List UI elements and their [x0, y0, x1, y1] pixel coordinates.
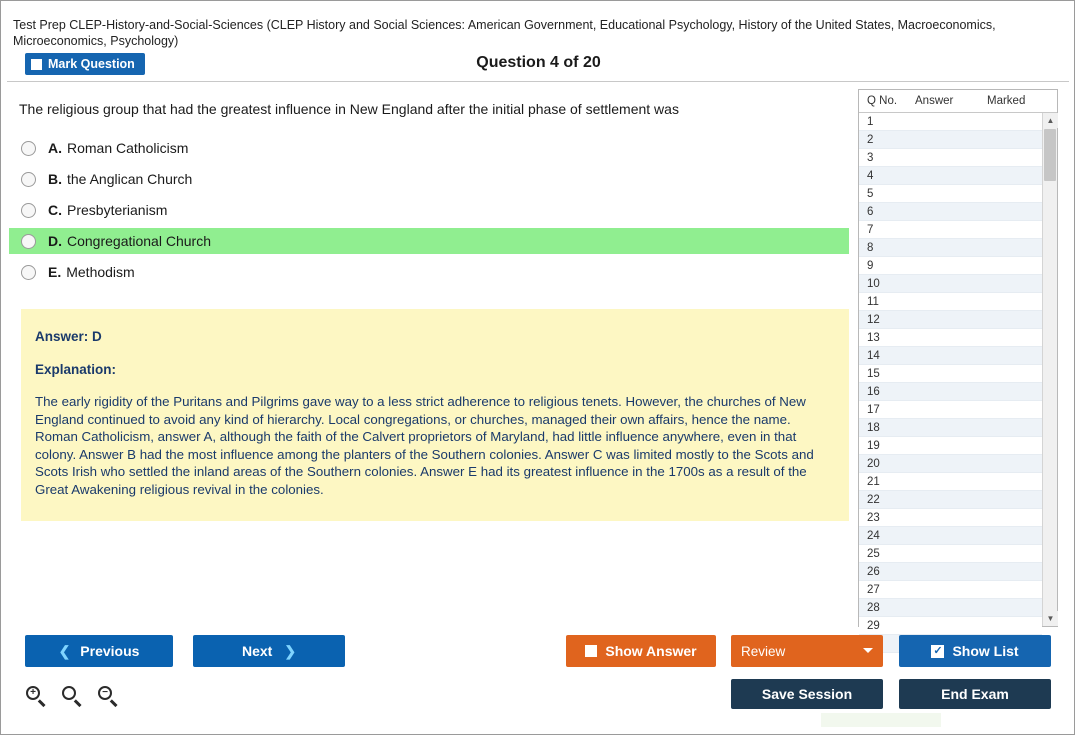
question-list-header	[859, 90, 1057, 113]
question-header-band	[7, 49, 1069, 82]
choice-option-c[interactable]	[9, 197, 849, 223]
question-list-body	[859, 113, 1057, 632]
show-list-checkbox-icon: ✓	[933, 644, 943, 657]
question-number-cell: 4	[867, 169, 874, 182]
choice-option-e[interactable]	[9, 259, 849, 285]
radio-icon[interactable]	[21, 203, 36, 218]
radio-icon[interactable]	[21, 234, 36, 249]
question-list-row[interactable]	[859, 149, 1042, 167]
question-stem: The religious group that had the greatest influence in New England after the initial phase of settlement was	[19, 101, 679, 117]
explanation-label: Explanation:	[35, 362, 117, 377]
chevron-right-icon: ❯	[284, 642, 297, 659]
question-number-cell: 2	[867, 133, 874, 146]
question-number-cell: 26	[867, 565, 880, 578]
question-list-row[interactable]	[859, 383, 1042, 401]
question-list-row[interactable]	[859, 185, 1042, 203]
question-list-panel	[858, 89, 1058, 632]
chevron-down-icon	[863, 648, 873, 653]
question-list-row[interactable]	[859, 509, 1042, 527]
next-label: Next	[241, 643, 273, 659]
question-area	[9, 91, 849, 290]
question-list-rows	[859, 113, 1042, 632]
question-number-cell: 22	[867, 493, 880, 506]
question-number-cell: 8	[867, 241, 874, 254]
end-exam-button[interactable]	[899, 679, 1051, 709]
column-header-marked: Marked	[987, 95, 1026, 107]
choice-text: Congregational Church	[67, 233, 211, 249]
question-list-row[interactable]	[859, 581, 1042, 599]
question-list-row[interactable]	[859, 167, 1042, 185]
watermark-overlay	[821, 713, 941, 727]
end-exam-label: End Exam	[941, 686, 1009, 702]
zoom-controls	[25, 685, 119, 707]
previous-label: Previous	[80, 643, 140, 659]
choice-text: Presbyterianism	[67, 202, 168, 218]
question-number-cell: 6	[867, 205, 874, 218]
question-number-cell: 12	[867, 313, 880, 326]
exam-title: Test Prep CLEP-History-and-Social-Sciences (CLEP History and Social Sciences: American Government, Educational Psychology, History of the United States, Macroeconomics, Microeconomics, Psychology)	[13, 18, 996, 48]
column-header-qno: Q No.	[867, 95, 898, 107]
choice-option-d[interactable]	[9, 228, 849, 254]
question-list-row[interactable]	[859, 203, 1042, 221]
question-number-cell: 14	[867, 349, 880, 362]
question-number-cell: 21	[867, 475, 880, 488]
question-number-cell: 16	[867, 385, 880, 398]
question-number-cell: 3	[867, 151, 874, 164]
radio-icon[interactable]	[21, 141, 36, 156]
question-list-row[interactable]	[859, 527, 1042, 545]
question-list-row[interactable]	[859, 365, 1042, 383]
question-number-cell: 24	[867, 529, 880, 542]
question-list-row[interactable]	[859, 617, 1042, 635]
zoom-reset-icon[interactable]	[61, 685, 83, 707]
review-dropdown-button[interactable]	[731, 635, 883, 667]
radio-icon[interactable]	[21, 265, 36, 280]
answer-explanation-panel	[21, 309, 849, 521]
choice-option-b[interactable]	[9, 166, 849, 192]
choice-letter: C.	[48, 202, 62, 218]
explanation-text: The early rigidity of the Puritans and Pilgrims gave way to a less strict adherence to religious tenets. However, the churches of New England continued to avoid any kind of hierarchy. Local congregations, or churches, managed their own affairs, hence the name. Roman Catholicism, answer A, although the faith of the Calvert proprietors of Maryland, had little influence anywhere, even in that colony. Answer B had the most influence among the planters of the Southern colonies. Answer C was limited mostly to the Scots and Scots Irish who settled the inland areas of the Southern colonies. Answer E had its greatest influence in the 1700s as a result of the Great Awakening religious revival in the colonies.	[35, 394, 814, 497]
question-number-cell: 13	[867, 331, 880, 344]
choice-text: the Anglican Church	[67, 171, 193, 187]
next-button[interactable]	[193, 635, 345, 667]
show-list-label: Show List	[952, 643, 1019, 659]
mark-question-checkbox-icon	[31, 59, 42, 70]
question-list-row[interactable]	[859, 491, 1042, 509]
question-list-row[interactable]	[859, 455, 1042, 473]
question-number-cell: 15	[867, 367, 880, 380]
question-number-cell: 7	[867, 223, 874, 236]
question-number-cell: 28	[867, 601, 880, 614]
zoom-reset-sign	[61, 685, 77, 701]
question-list-row[interactable]	[859, 293, 1042, 311]
question-number-cell: 5	[867, 187, 874, 200]
question-number-cell: 10	[867, 277, 880, 290]
previous-button[interactable]	[25, 635, 173, 667]
question-list-row[interactable]	[859, 329, 1042, 347]
question-list-row[interactable]	[859, 257, 1042, 275]
question-number-cell: 18	[867, 421, 880, 434]
mark-question-label: Mark Question	[48, 57, 135, 71]
radio-icon[interactable]	[21, 172, 36, 187]
show-answer-checkbox-icon	[585, 645, 597, 657]
scrollbar-thumb[interactable]	[1044, 129, 1056, 181]
question-number-cell: 29	[867, 619, 880, 632]
show-answer-label: Show Answer	[605, 643, 697, 659]
question-number-cell: 23	[867, 511, 880, 524]
chevron-left-icon: ❮	[58, 642, 71, 659]
question-list-row[interactable]	[859, 563, 1042, 581]
question-counter: Question 4 of 20	[476, 54, 601, 71]
question-list-row[interactable]	[859, 437, 1042, 455]
save-session-button[interactable]	[731, 679, 883, 709]
question-list-row[interactable]	[859, 131, 1042, 149]
question-list-row[interactable]	[859, 401, 1042, 419]
zoom-in-sign: +	[30, 687, 36, 698]
zoom-in-icon[interactable]	[25, 685, 47, 707]
zoom-out-icon[interactable]	[97, 685, 119, 707]
question-list-row[interactable]	[859, 599, 1042, 617]
answer-choices	[9, 135, 849, 285]
review-label: Review	[741, 643, 786, 659]
scroll-up-arrow-icon[interactable]: ▲	[1043, 113, 1058, 128]
choice-text: Methodism	[66, 264, 135, 280]
question-list-row[interactable]	[859, 473, 1042, 491]
question-number-cell: 25	[867, 547, 880, 560]
choice-letter: A.	[48, 140, 62, 156]
question-number-cell: 11	[867, 295, 879, 308]
choice-letter: D.	[48, 233, 62, 249]
question-list-row[interactable]	[859, 419, 1042, 437]
question-number-cell: 17	[867, 403, 880, 416]
mark-question-button[interactable]	[25, 53, 145, 75]
choice-text: Roman Catholicism	[67, 140, 189, 156]
question-list-row[interactable]	[859, 113, 1042, 131]
column-header-answer: Answer	[915, 95, 954, 107]
question-list-row[interactable]	[859, 275, 1042, 293]
question-list-row[interactable]	[859, 239, 1042, 257]
scroll-down-arrow-icon[interactable]: ▼	[1043, 611, 1058, 626]
question-number-cell: 1	[867, 115, 874, 128]
question-list-row[interactable]	[859, 545, 1042, 563]
show-answer-button[interactable]	[566, 635, 716, 667]
question-number-cell: 9	[867, 259, 874, 272]
question-list-row[interactable]	[859, 311, 1042, 329]
question-list-row[interactable]	[859, 347, 1042, 365]
question-list-row[interactable]	[859, 221, 1042, 239]
choice-option-a[interactable]	[9, 135, 849, 161]
zoom-out-sign: −	[102, 687, 108, 698]
question-number-cell: 27	[867, 583, 880, 596]
question-number-cell: 19	[867, 439, 880, 452]
answer-label: Answer: D	[35, 329, 102, 344]
question-number-cell: 20	[867, 457, 880, 470]
question-list-scrollbar[interactable]	[1042, 113, 1057, 626]
show-list-button[interactable]	[899, 635, 1051, 667]
choice-letter: E.	[48, 264, 62, 280]
choice-letter: B.	[48, 171, 62, 187]
save-session-label: Save Session	[761, 686, 853, 702]
